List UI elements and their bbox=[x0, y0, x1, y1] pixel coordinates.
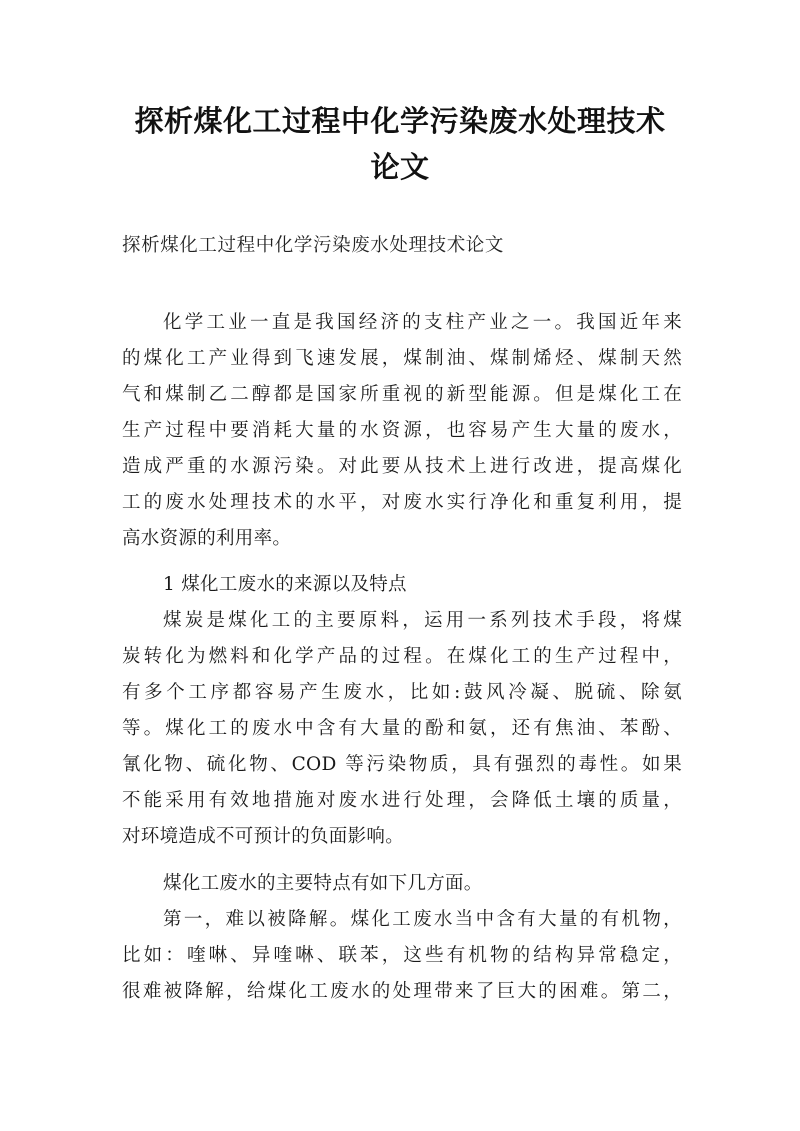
paragraph-features bbox=[122, 902, 682, 1010]
paragraph-line: 有多个工序都容易产生废水，比如:鼓风冷凝、脱硫、除氨 bbox=[122, 682, 682, 703]
section-heading-text: 1 煤化工废水的来源以及特点 bbox=[163, 574, 407, 595]
paragraph-line: 炭转化为燃料和化学产品的过程。在煤化工的生产过程中， bbox=[122, 646, 682, 667]
paragraph-line: 造成严重的水源污染。对此要从技术上进行改进，提高煤化 bbox=[122, 456, 682, 477]
paragraph-line: 不能采用有效地措施对废水进行处理，会降低土壤的质量， bbox=[122, 790, 682, 811]
document-title-line-1: 探析煤化工过程中化学污染废水处理技术 bbox=[134, 104, 666, 138]
paragraph-line: 化学工业一直是我国经济的支柱产业之一。我国近年来 bbox=[163, 312, 682, 333]
paragraph-line: 煤炭是煤化工的主要原料，运用一系列技术手段，将煤 bbox=[163, 610, 682, 631]
paragraph-intro bbox=[122, 305, 682, 557]
paragraph-line: 的煤化工产业得到飞速发展，煤制油、煤制烯烃、煤制天然 bbox=[122, 348, 682, 369]
paragraph-line: 对环境造成不可预计的负面影响。 bbox=[122, 826, 405, 847]
document-subtitle: 探析煤化工过程中化学污染废水处理技术论文 bbox=[122, 235, 505, 256]
paragraph-features-intro bbox=[122, 866, 682, 902]
paragraph-line: 第一，难以被降解。煤化工废水当中含有大量的有机物， bbox=[163, 909, 682, 930]
paragraph-line: 比如：喹啉、异喹啉、联苯，这些有机物的结构异常稳定， bbox=[122, 945, 682, 966]
paragraph-line: 气和煤制乙二醇都是国家所重视的新型能源。但是煤化工在 bbox=[122, 384, 682, 405]
paragraph-line: 很难被降解，给煤化工废水的处理带来了巨大的困难。第二， bbox=[122, 981, 682, 1002]
paragraph-line: 工的废水处理技术的水平，对废水实行净化和重复利用，提 bbox=[122, 492, 682, 513]
paragraph-line: 生产过程中要消耗大量的水资源，也容易产生大量的废水， bbox=[122, 420, 682, 441]
paragraph-line: 高水资源的利用率。 bbox=[122, 528, 292, 549]
paragraph-sources bbox=[122, 603, 682, 855]
document-title-line-2: 论文 bbox=[370, 150, 430, 184]
paragraph-line: 等。煤化工的废水中含有大量的酚和氨，还有焦油、苯酚、 bbox=[122, 718, 682, 739]
paragraph-line: 氰化物、硫化物、COD 等污染物质，具有强烈的毒性。如果 bbox=[122, 754, 682, 775]
paragraph-line: 煤化工废水的主要特点有如下几方面。 bbox=[163, 873, 483, 894]
section-heading-1 bbox=[122, 567, 682, 603]
